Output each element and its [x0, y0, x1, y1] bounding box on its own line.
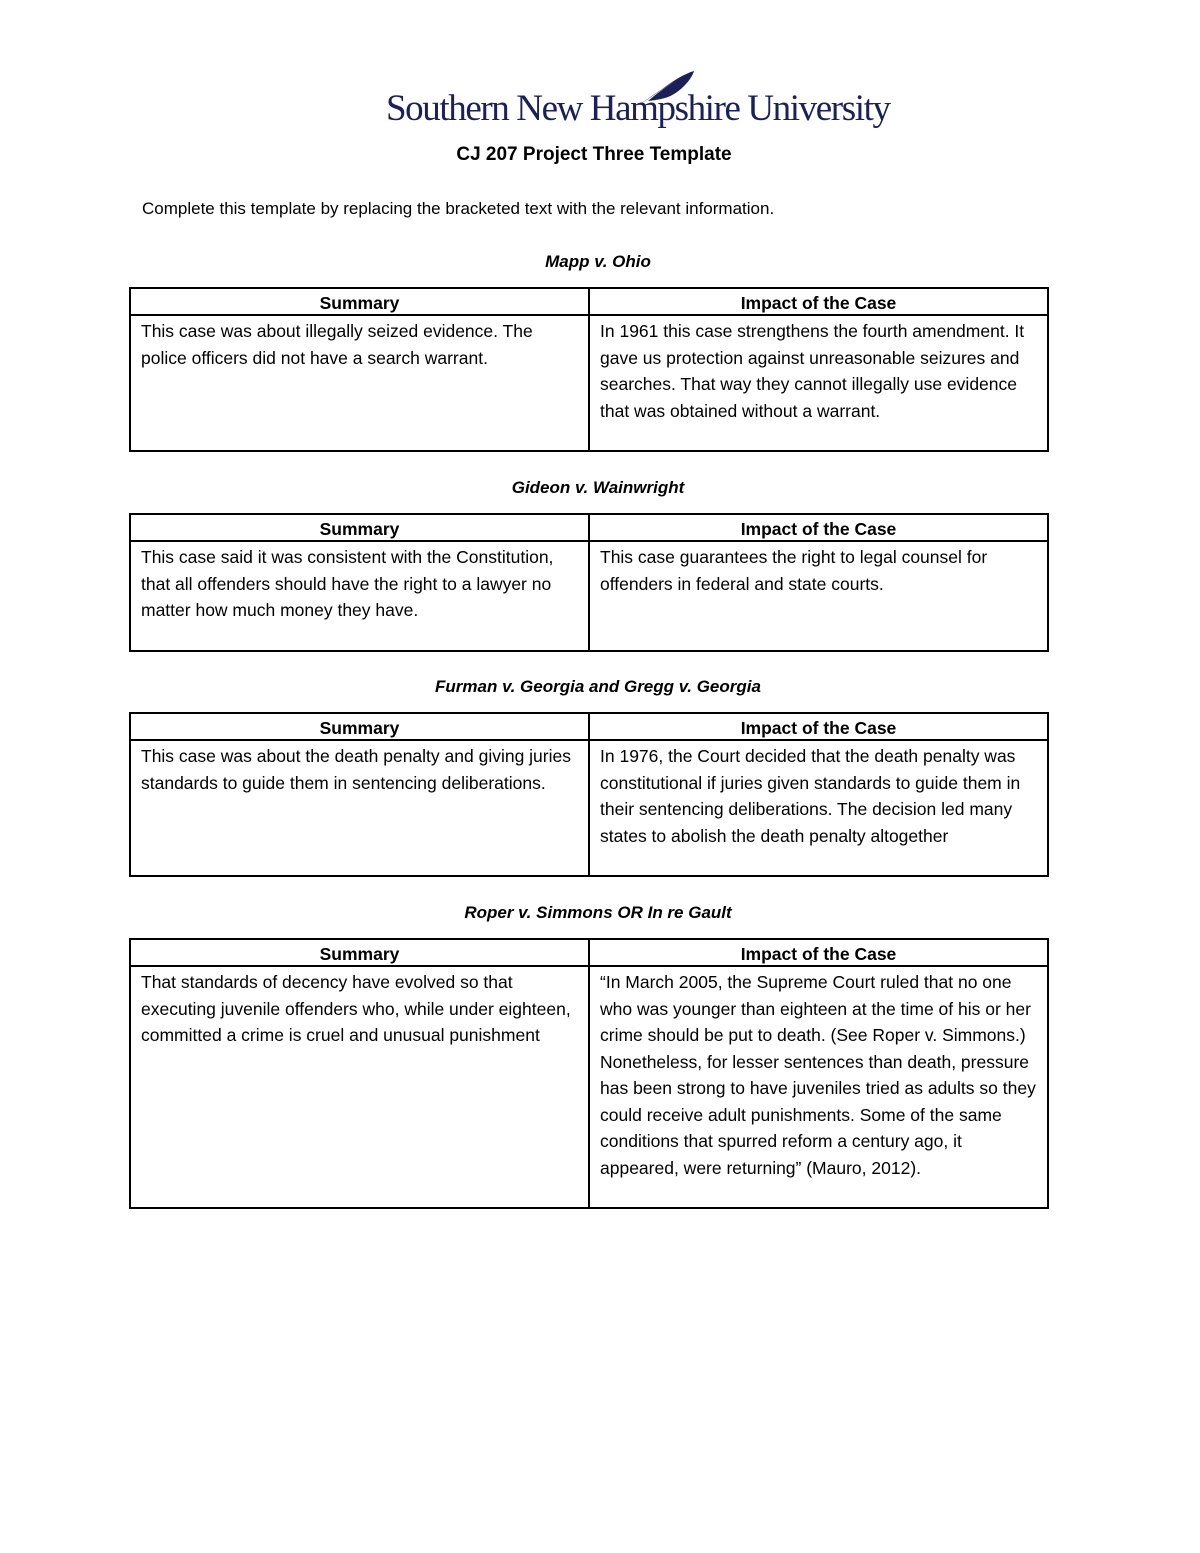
summary-column-header: Summary	[130, 939, 589, 966]
summary-column-header: Summary	[130, 514, 589, 541]
table-row	[130, 966, 1048, 1208]
table-row	[130, 541, 1048, 651]
case-heading-mapp: Mapp v. Ohio	[545, 252, 651, 271]
summary-cell: That standards of decency have evolved so that executing juvenile offenders who, while under eighteen, committed a crime is cruel and unusual punishment	[130, 966, 589, 1208]
table-header-row	[130, 939, 1048, 966]
university-name: Southern New Hampshire University	[386, 88, 890, 129]
summary-cell: This case was about illegally seized evidence. The police officers did not have a search warrant.	[130, 315, 589, 451]
table-row	[130, 315, 1048, 451]
impact-column-header: Impact of the Case	[589, 939, 1048, 966]
table-header-row	[130, 514, 1048, 541]
summary-cell: This case said it was consistent with the Constitution, that all offenders should have the right to a lawyer no matter how much money they have.	[130, 541, 589, 651]
summary-cell: This case was about the death penalty and giving juries standards to guide them in sentencing deliberations.	[130, 740, 589, 876]
case-heading-gideon: Gideon v. Wainwright	[511, 478, 685, 497]
impact-cell: “In March 2005, the Supreme Court ruled that no one who was younger than eighteen at the time of his or her crime should be put to death. (See Roper v. Simmons.) Nonetheless, for lesser sentences than death, pressure has been strong to have juveniles tried as adults so they could receive adult punishments. Some of the same conditions that spurred reform a century ago, it appeared, were returning” (Mauro, 2012).	[589, 966, 1048, 1208]
summary-column-header: Summary	[130, 713, 589, 740]
impact-cell: In 1976, the Court decided that the death penalty was constitutional if juries given standards to guide them in their sentencing deliberations. The decision led many states to abolish the death penalty altogether	[589, 740, 1048, 876]
impact-column-header: Impact of the Case	[589, 288, 1048, 315]
case-table-furman-gregg	[129, 712, 1049, 877]
table-row	[130, 740, 1048, 876]
table-header-row	[130, 713, 1048, 740]
case-table-mapp	[129, 287, 1049, 452]
impact-column-header: Impact of the Case	[589, 514, 1048, 541]
table-header-row	[130, 288, 1048, 315]
case-table-gideon	[129, 513, 1049, 652]
case-heading-roper-gault: Roper v. Simmons OR In re Gault	[464, 903, 732, 922]
template-instructions: Complete this template by replacing the bracketed text with the relevant information.	[142, 199, 775, 218]
impact-cell: In 1961 this case strengthens the fourth amendment. It gave us protection against unreasonable seizures and searches. That way they cannot illegally use evidence that was obtained without a warrant.	[589, 315, 1048, 451]
document-title: CJ 207 Project Three Template	[456, 144, 732, 165]
summary-column-header: Summary	[130, 288, 589, 315]
case-heading-furman-gregg: Furman v. Georgia and Gregg v. Georgia	[435, 677, 761, 696]
university-logo	[386, 70, 890, 136]
impact-column-header: Impact of the Case	[589, 713, 1048, 740]
case-table-roper-gault	[129, 938, 1049, 1209]
impact-cell: This case guarantees the right to legal counsel for offenders in federal and state courts.	[589, 541, 1048, 651]
